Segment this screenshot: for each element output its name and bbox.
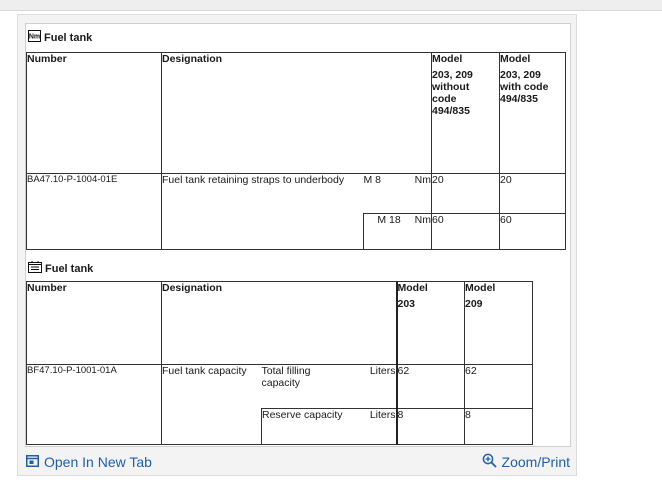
document-card (17, 14, 577, 476)
sub-row-label: Total filling capacity (261, 365, 311, 389)
header-model-a-label: Model (397, 282, 428, 294)
header-model-b-label: Model (465, 282, 496, 294)
sub-row-spec (364, 174, 432, 214)
torque-table (26, 52, 566, 250)
header-model-b (465, 282, 533, 365)
sub-row-spec (364, 214, 432, 250)
table-header-row (27, 282, 533, 365)
header-designation: Designation (162, 53, 432, 174)
sub-row-value-b: 20 (500, 174, 566, 214)
svg-text:Nm: Nm (28, 33, 41, 41)
sub-row-value-b: 60 (500, 214, 566, 250)
table-row (27, 174, 566, 214)
section-fuel-tank-capacity-title (28, 261, 93, 276)
nm-torque-icon (28, 30, 41, 45)
table-row (27, 365, 533, 409)
top-bar (0, 0, 662, 11)
header-model-a (397, 282, 465, 365)
row-designation: Fuel tank capacity (162, 365, 262, 445)
zoom-print-label: Zoom/Print (501, 454, 570, 470)
header-model-a-sub: 203, 209 without code 494/835 (432, 69, 473, 117)
header-designation: Designation (162, 282, 397, 365)
sub-row-spec (262, 365, 397, 409)
sub-row-unit: Nm (414, 214, 431, 226)
header-model-a-label: Model (432, 53, 463, 65)
row-number: BF47.10-P-1001-01A (27, 365, 162, 445)
open-new-tab-icon (26, 454, 44, 470)
header-model-a-sub: 203 (397, 298, 416, 310)
zoom-print-link[interactable] (482, 453, 570, 471)
sub-row-value-b: 62 (465, 365, 533, 409)
sub-row-value-a: 62 (397, 365, 465, 409)
sub-row-spec (262, 409, 397, 445)
capacity-table (26, 281, 533, 445)
sub-row-label: Reserve capacity (262, 409, 343, 421)
header-model-b (500, 53, 566, 174)
card-footer (26, 451, 570, 473)
header-model-b-sub: 209 (465, 298, 483, 310)
row-designation: Fuel tank retaining straps to underbody (162, 174, 364, 250)
header-model-a (432, 53, 500, 174)
sub-row-unit: Nm (414, 174, 431, 186)
sub-row-value-a: 60 (432, 214, 500, 250)
header-model-b-sub: 203, 209 with code 494/835 (500, 69, 549, 105)
section-fuel-tank-torque-title (28, 30, 92, 45)
sub-row-value-a: 8 (397, 409, 465, 445)
document-content (25, 23, 571, 447)
capacity-list-icon (28, 261, 42, 276)
sub-row-value-b: 8 (465, 409, 533, 445)
header-model-b-label: Model (500, 53, 531, 65)
sub-row-unit: Liters (369, 409, 396, 421)
row-number: BA47.10-P-1004-01E (27, 174, 162, 250)
header-number: Number (27, 53, 162, 174)
table-header-row (27, 53, 566, 174)
zoom-in-icon (482, 453, 502, 471)
open-in-new-tab-label: Open In New Tab (44, 454, 152, 470)
open-in-new-tab-link[interactable] (26, 454, 152, 470)
section-title-text: Fuel tank (45, 262, 94, 275)
sub-row-size: M 8 (363, 174, 382, 186)
sub-row-unit: Liters (369, 365, 396, 377)
section-title-text: Fuel tank (44, 31, 93, 44)
sub-row-value-a: 20 (432, 174, 500, 214)
header-number: Number (27, 282, 162, 365)
sub-row-size: M 18 (377, 214, 401, 226)
